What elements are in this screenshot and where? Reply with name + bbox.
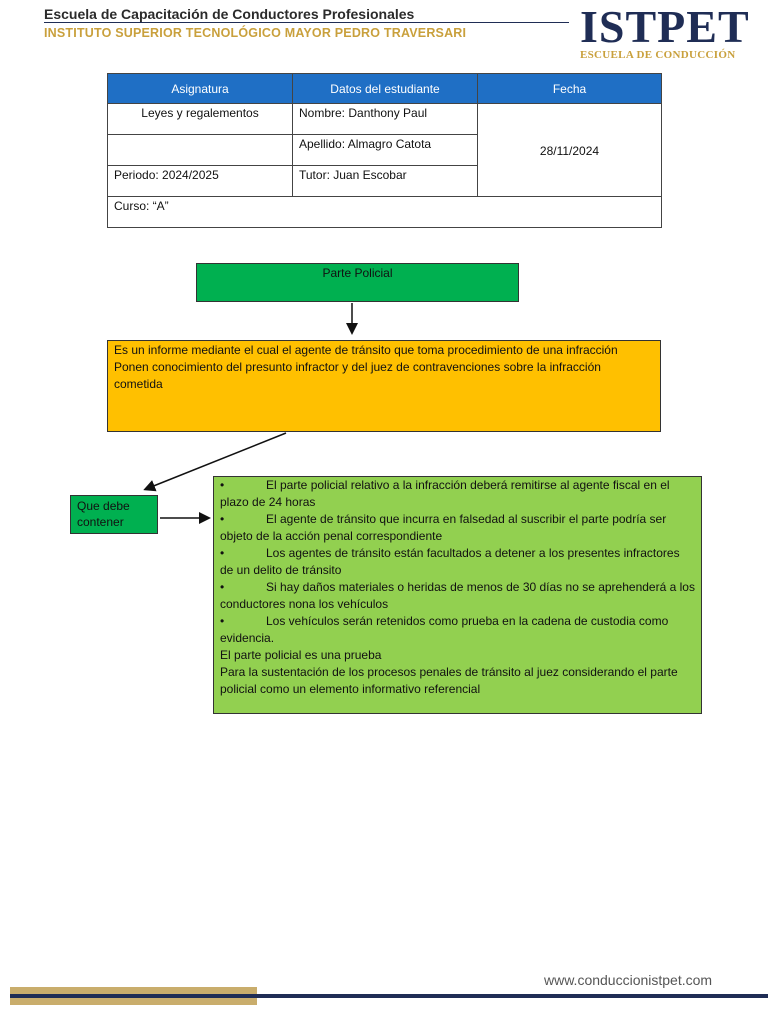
footer-website: www.conduccionistpet.com: [544, 972, 713, 988]
curso-value: Curso: “A”: [108, 197, 662, 228]
definition-line: cometida: [114, 377, 163, 391]
closing-line: El parte policial es una prueba: [220, 648, 382, 662]
header-asignatura: Asignatura: [108, 74, 293, 104]
list-item: • Si hay daños materiales o heridas de menos de 30 días no se aprehenderá a los conductores nona los vehículos: [220, 580, 695, 611]
closing-line: Para la sustentación de los procesos penales de tránsito al juez considerando el parte policial como un elemento informativo referencial: [220, 665, 678, 696]
bullet-icon: •: [220, 512, 225, 526]
list-item: • El agente de tránsito que incurra en falsedad al suscribir el parte podría ser objeto de la acción penal correspondiente: [220, 512, 667, 543]
definition-line: Ponen conocimiento del presunto infractor y del juez de contravenciones sobre la infracción: [114, 360, 601, 374]
definition-line: Es un informe mediante el cual el agente de tránsito que toma procedimiento de una infracción: [114, 343, 618, 357]
parte-policial-title-box: Parte Policial: [196, 263, 519, 302]
student-nombre: Nombre: Danthony Paul: [293, 104, 478, 135]
institute-name: INSTITUTO SUPERIOR TECNOLÓGICO MAYOR PEDRO TRAVERSARI: [44, 26, 467, 40]
question-box: Que debe contener: [70, 495, 158, 534]
bullet-icon: •: [220, 478, 225, 492]
logo-subtitle: ESCUELA DE CONDUCCIÓN: [580, 49, 736, 61]
fecha-value: 28/11/2024: [478, 104, 662, 197]
footer-navy-bar: [10, 994, 768, 998]
tutor-value: Tutor: Juan Escobar: [293, 166, 478, 197]
list-item: • El parte policial relativo a la infracción deberá remitirse al agente fiscal en el plazo de 24 horas: [220, 478, 670, 509]
student-apellido: Apellido: Almagro Catota: [293, 135, 478, 166]
periodo-value: Periodo: 2024/2025: [108, 166, 293, 197]
bullet-icon: •: [220, 546, 225, 560]
header-datos-estudiante: Datos del estudiante: [293, 74, 478, 104]
bullet-icon: •: [220, 614, 225, 628]
header-fecha: Fecha: [478, 74, 662, 104]
istpet-logo: ISTPET: [580, 1, 750, 52]
school-name: Escuela de Capacitación de Conductores Profesionales: [44, 6, 415, 22]
asignatura-value: Leyes y regalementos: [108, 104, 293, 135]
arrow-definition-to-question: [146, 433, 286, 489]
list-item: • Los agentes de tránsito están facultados a detener a los presentes infractores de un delito de tránsito: [220, 546, 680, 577]
bullet-icon: •: [220, 580, 225, 594]
list-item: • Los vehículos serán retenidos como prueba en la cadena de custodia como evidencia.: [220, 614, 669, 645]
